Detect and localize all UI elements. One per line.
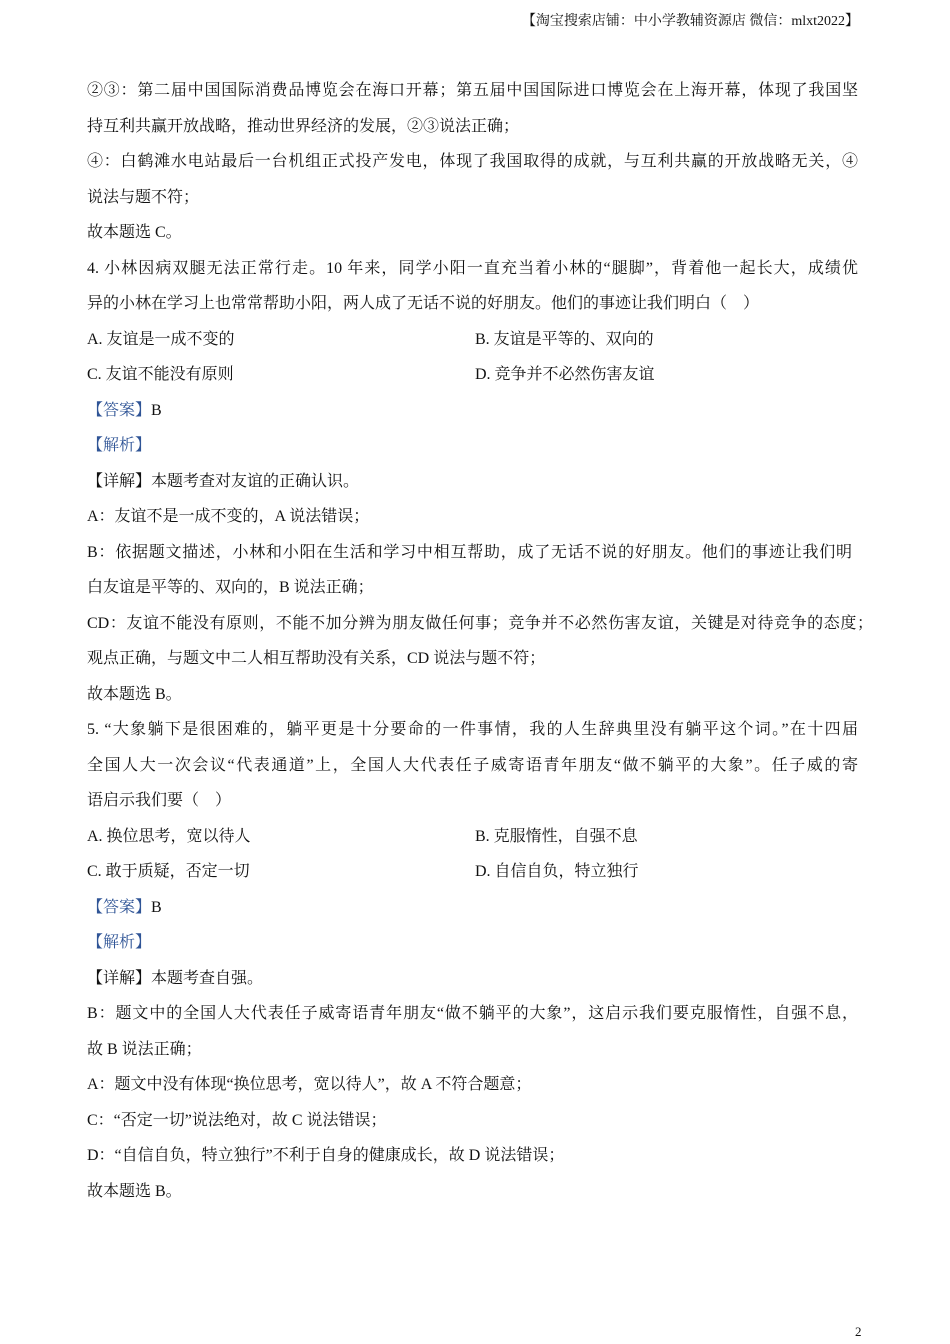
q5-options-row <box>87 854 877 890</box>
q3-explanation-line: ②③：第二届中国国际消费品博览会在海口开幕；第五届中国国际进口博览会在上海开幕，体现了我国坚 <box>87 82 858 99</box>
detail-label: 【详解】 <box>87 969 152 987</box>
page-content <box>87 73 887 1209</box>
q4-option-b: B. 友谊是平等的、双向的 <box>475 330 654 348</box>
q5-option-a: A. 换位思考，宽以待人 <box>87 827 251 845</box>
q4-explanation-line: A：友谊不是一成不变的，A 说法错误； <box>87 508 370 525</box>
detail-text: 本题考查对友谊的正确认识。 <box>151 472 360 490</box>
analysis-label: 【解析】 <box>87 437 152 454</box>
answer-value: B <box>151 401 162 419</box>
q4-options-row <box>87 322 877 358</box>
q4-explanation-line: 观点正确，与题文中二人相互帮助没有关系，CD 说法与题不符； <box>87 650 546 667</box>
q5-explanation-line: 故 B 说法正确； <box>87 1040 202 1058</box>
q5-stem-line: 全国人大一次会议“代表通道”上，全国人大代表任子威寄语青年朋友“做不躺平的大象”。任子威的寄 <box>87 756 858 774</box>
answer-value: B <box>151 898 162 916</box>
q4-answer <box>87 393 887 429</box>
q5-option-d: D. 自信自负，特立独行 <box>475 863 639 880</box>
q4-explanation-line: B：依据题文描述，小林和小阳在生活和学习中相互帮助，成了无话不说的好朋友。他们的事迹让我们明 <box>87 543 852 561</box>
q5-explanation-line: D：“自信自负，特立独行”不利于自身的健康成长，故 D 说法错误； <box>87 1147 565 1164</box>
q5-options-row <box>87 819 877 855</box>
q4-detail <box>87 464 887 500</box>
q4-option-a: A. 友谊是一成不变的 <box>87 330 235 348</box>
q5-explanation-line: B：题文中的全国人大代表任子威寄语青年朋友“做不躺平的大象”，这启示我们要克服惰性，自强不息， <box>87 1005 858 1022</box>
q5-conclusion: 故本题选 B。 <box>87 1182 182 1200</box>
analysis-label: 【解析】 <box>87 934 152 951</box>
q5-explanation-line: C：“否定一切”说法绝对，故 C 说法错误； <box>87 1111 387 1129</box>
answer-label: 【答案】 <box>87 898 152 916</box>
q3-explanation-line: 说法与题不符； <box>87 188 200 206</box>
q4-options-row <box>87 357 877 393</box>
page-number: 2 <box>855 1324 862 1339</box>
answer-label: 【答案】 <box>87 401 152 419</box>
page-header: 【淘宝搜索店铺：中小学教辅资源店 微信：mlxt2022】 <box>521 14 859 29</box>
q4-explanation-line: 白友谊是平等的、双向的，B 说法正确； <box>87 579 374 596</box>
q5-stem-line: 5. “大象躺下是很困难的，躺平更是十分要命的一件事情，我的人生辞典里没有躺平这个词。”在十四届 <box>87 721 858 738</box>
q4-analysis <box>87 428 887 464</box>
q5-explanation-line: A：题文中没有体现“换位思考，宽以待人”，故 A 不符合题意； <box>87 1076 532 1093</box>
q4-option-c: C. 友谊不能没有原则 <box>87 366 234 383</box>
q5-analysis <box>87 925 887 961</box>
detail-text: 本题考查自强。 <box>151 969 264 987</box>
q4-stem-line: 4. 小林因病双腿无法正常行走。10 年来，同学小阳一直充当着小林的“腿脚”，背着他一起长大，成绩优 <box>87 259 858 277</box>
q5-option-b: B. 克服惰性，自强不息 <box>475 827 638 845</box>
q3-explanation-line: ④：白鹤滩水电站最后一台机组正式投产发电，体现了我国取得的成就，与互利共赢的开放战略无关，④ <box>87 153 858 170</box>
q3-conclusion: 故本题选 C。 <box>87 224 182 241</box>
detail-label: 【详解】 <box>87 472 152 490</box>
q5-stem-line: 语启示我们要（ ） <box>87 792 232 809</box>
q4-explanation-line: CD：友谊不能没有原则，不能不加分辨为朋友做任何事；竞争并不必然伤害友谊，关键是对待竞争的态度； <box>87 614 873 632</box>
q4-conclusion: 故本题选 B。 <box>87 685 182 703</box>
q4-option-d: D. 竞争并不必然伤害友谊 <box>475 366 655 383</box>
q3-explanation-line: 持互利共赢开放战略，推动世界经济的发展，②③说法正确； <box>87 117 520 135</box>
q5-detail <box>87 961 887 997</box>
q4-stem-line: 异的小林在学习上也常常帮助小阳，两人成了无话不说的好朋友。他们的事迹让我们明白（ ） <box>87 295 760 312</box>
q5-option-c: C. 敢于质疑，否定一切 <box>87 863 250 880</box>
q5-answer <box>87 890 887 926</box>
